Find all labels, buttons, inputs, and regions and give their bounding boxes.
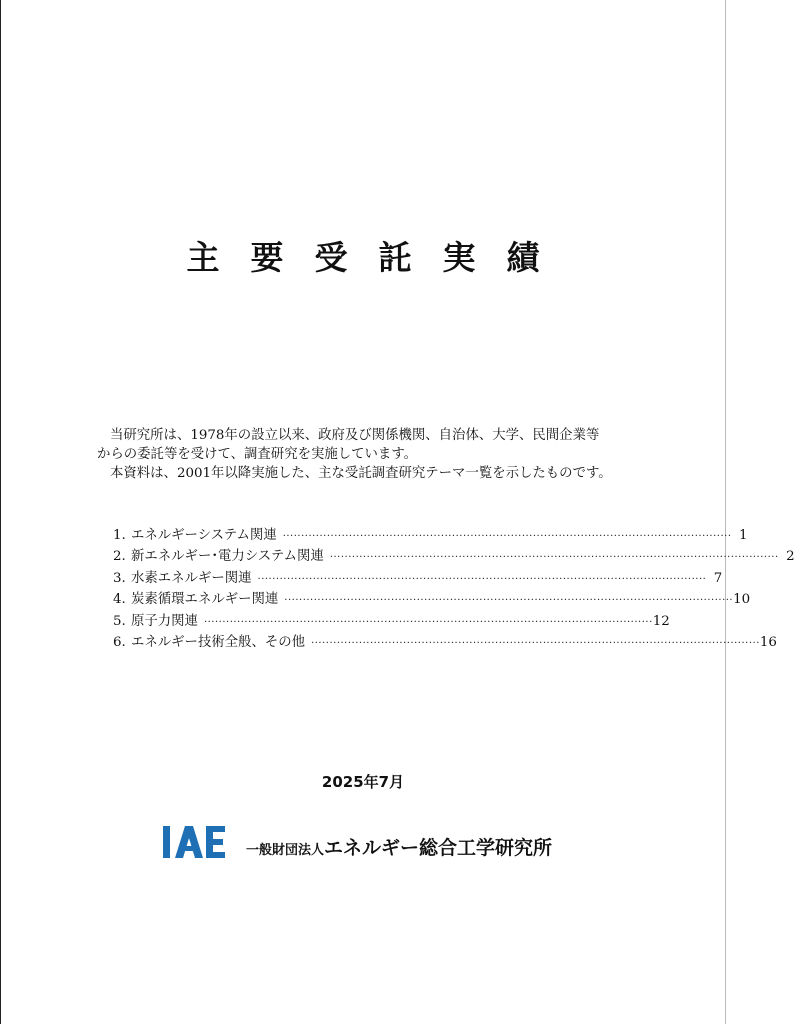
toc-item-label: 新エネルギー･電力システム関連 bbox=[131, 549, 324, 565]
toc-leader-dots: ·························································································································· bbox=[329, 552, 779, 564]
organization-name bbox=[246, 836, 552, 863]
toc-item-new-energy[interactable] bbox=[113, 547, 795, 568]
toc-item-carbon-cycle[interactable] bbox=[113, 590, 751, 611]
toc-item-page: 16 bbox=[759, 635, 777, 651]
page-border-left bbox=[0, 0, 1, 1024]
toc-leader-dots: ·························································································································· bbox=[257, 573, 707, 585]
toc-item-general-other[interactable] bbox=[113, 633, 777, 654]
toc-item-page: 12 bbox=[652, 613, 670, 629]
toc-item-number: 3. bbox=[113, 570, 126, 586]
toc-item-number: 2. bbox=[113, 549, 126, 565]
toc-item-label: エネルギー技術全般、その他 bbox=[131, 635, 306, 651]
table-of-contents bbox=[113, 526, 795, 654]
organization-main-name: エネルギー総合工学研究所 bbox=[324, 837, 553, 859]
toc-item-label: エネルギーシステム関連 bbox=[131, 528, 277, 543]
iae-logo-icon bbox=[161, 824, 227, 860]
intro-paragraph bbox=[97, 426, 637, 483]
toc-item-number: 4. bbox=[113, 592, 126, 608]
intro-line-3: 本資料は、2001年以降実施した、主な受託調査研究テーマ一覧を示したものです。 bbox=[110, 466, 612, 481]
publication-date: 2025年7月 bbox=[321, 773, 405, 791]
toc-item-energy-systems[interactable] bbox=[113, 526, 748, 547]
toc-item-page: 1 bbox=[738, 528, 748, 543]
page-border-right bbox=[725, 0, 726, 1024]
toc-leader-dots: ·························································································································· bbox=[203, 616, 653, 628]
toc-item-number: 5. bbox=[113, 613, 126, 629]
toc-item-label: 原子力関連 bbox=[131, 613, 198, 629]
intro-line-1: 当研究所は、1978年の設立以来、政府及び関係機関、自治体、大学、民間企業等 bbox=[110, 428, 600, 443]
document-title: 主要受託実績 bbox=[186, 238, 571, 277]
toc-item-number: 6. bbox=[113, 635, 126, 651]
toc-item-page: 10 bbox=[733, 592, 751, 608]
toc-item-nuclear[interactable] bbox=[113, 612, 670, 633]
toc-leader-dots: ·························································································································· bbox=[282, 531, 732, 542]
toc-leader-dots: ·························································································································· bbox=[311, 638, 760, 650]
toc-item-label: 炭素循環エネルギー関連 bbox=[131, 592, 279, 608]
toc-item-page: 7 bbox=[713, 570, 723, 586]
toc-leader-dots: ·························································································································· bbox=[284, 595, 734, 607]
toc-item-hydrogen[interactable] bbox=[113, 569, 723, 590]
organization-prefix: 一般財団法人 bbox=[246, 843, 325, 858]
toc-item-number: 1. bbox=[113, 528, 126, 543]
intro-line-2: からの委託等を受けて、調査研究を実施しています。 bbox=[97, 447, 418, 462]
toc-item-page: 2 bbox=[786, 549, 795, 565]
toc-item-label: 水素エネルギー関連 bbox=[131, 570, 252, 586]
